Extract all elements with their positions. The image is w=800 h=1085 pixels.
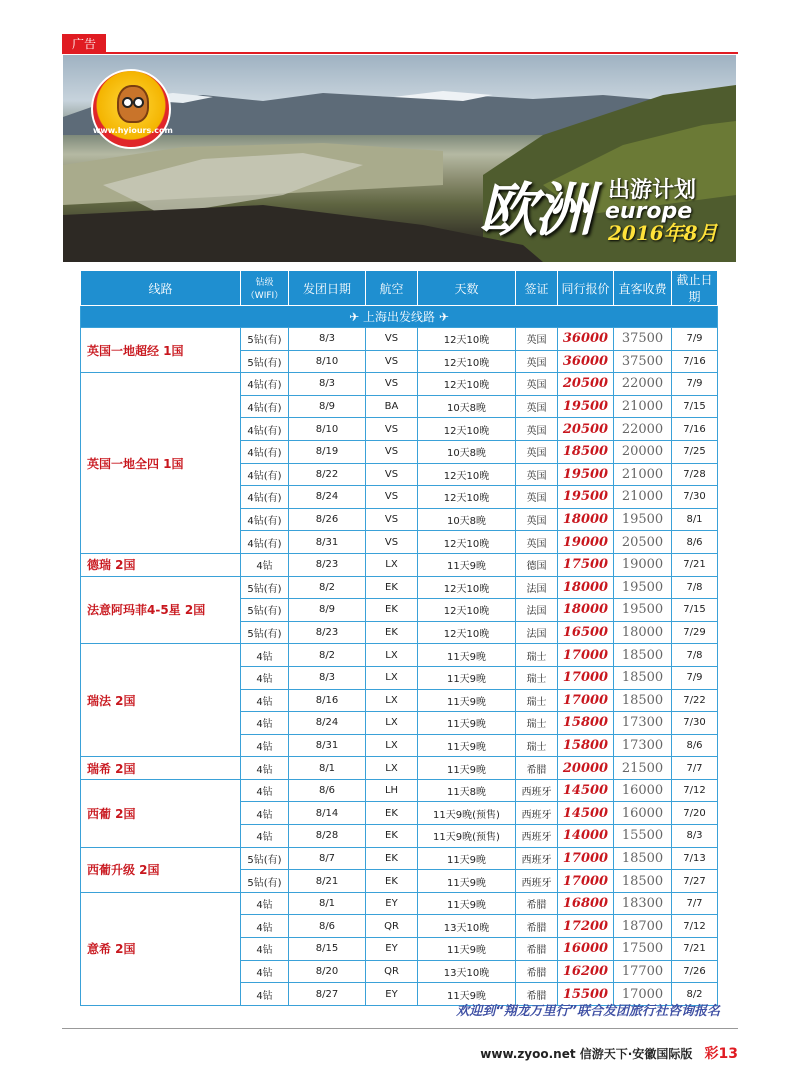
deadline-cell: 7/16: [672, 350, 718, 373]
level-cell: 4钻(有): [241, 486, 289, 509]
airline-cell: LX: [366, 712, 418, 735]
level-cell: 4钻: [241, 825, 289, 848]
direct-price-cell: 21500: [614, 757, 672, 780]
level-cell: 5钻(有): [241, 350, 289, 373]
trade-price-cell: 17500: [558, 553, 614, 576]
visa-cell: 希腊: [516, 983, 558, 1006]
visa-cell: 西班牙: [516, 825, 558, 848]
deadline-cell: 7/9: [672, 373, 718, 396]
direct-price-cell: 19500: [614, 599, 672, 622]
kangaroo-mascot-icon: [117, 85, 149, 123]
level-cell: 5钻(有): [241, 870, 289, 893]
ad-divider: [62, 52, 738, 54]
level-cell: 4钻(有): [241, 373, 289, 396]
date-cell: 8/23: [289, 621, 366, 644]
date-cell: 8/31: [289, 531, 366, 554]
days-cell: 11天9晚: [418, 983, 516, 1006]
visa-cell: 希腊: [516, 960, 558, 983]
airline-cell: EY: [366, 892, 418, 915]
visa-cell: 瑞士: [516, 689, 558, 712]
direct-price-cell: 18700: [614, 915, 672, 938]
deadline-cell: 7/13: [672, 847, 718, 870]
visa-cell: 西班牙: [516, 802, 558, 825]
deadline-cell: 8/6: [672, 531, 718, 554]
level-cell: 4钻(有): [241, 418, 289, 441]
direct-price-cell: 37500: [614, 350, 672, 373]
table-row: [81, 847, 718, 870]
visa-cell: 英国: [516, 395, 558, 418]
airplane-icon: ✈: [349, 310, 360, 324]
deadline-cell: 7/12: [672, 915, 718, 938]
visa-cell: 英国: [516, 463, 558, 486]
banner-title: 欧洲: [479, 176, 592, 244]
date-cell: 8/16: [289, 689, 366, 712]
trade-price-cell: 19500: [558, 486, 614, 509]
date-cell: 8/31: [289, 734, 366, 757]
level-cell: 4钻: [241, 892, 289, 915]
deadline-cell: 7/28: [672, 463, 718, 486]
days-cell: 12天10晚: [418, 373, 516, 396]
date-cell: 8/1: [289, 892, 366, 915]
days-cell: 11天9晚: [418, 734, 516, 757]
banner-subtitle: 出游计划: [608, 178, 697, 203]
route-cell: 德瑞 2国: [81, 553, 241, 576]
visa-cell: 英国: [516, 350, 558, 373]
days-cell: 10天8晚: [418, 440, 516, 463]
deadline-cell: 8/3: [672, 825, 718, 848]
level-cell: 4钻(有): [241, 440, 289, 463]
deadline-cell: 7/21: [672, 938, 718, 961]
visa-cell: 英国: [516, 531, 558, 554]
header-date: 发团日期: [289, 271, 366, 306]
airline-cell: EY: [366, 983, 418, 1006]
date-cell: 8/9: [289, 599, 366, 622]
days-cell: 12天10晚: [418, 621, 516, 644]
section-label: 上海出发线路: [362, 310, 435, 324]
date-cell: 8/3: [289, 666, 366, 689]
level-cell: 5钻(有): [241, 576, 289, 599]
deadline-cell: 7/8: [672, 644, 718, 667]
deadline-cell: 7/26: [672, 960, 718, 983]
route-cell: 英国一地全四 1国: [81, 373, 241, 554]
deadline-cell: 7/30: [672, 486, 718, 509]
direct-price-cell: 18000: [614, 621, 672, 644]
days-cell: 11天9晚: [418, 847, 516, 870]
trade-price-cell: 18000: [558, 508, 614, 531]
days-cell: 11天9晚: [418, 757, 516, 780]
visa-cell: 法国: [516, 576, 558, 599]
days-cell: 12天10晚: [418, 463, 516, 486]
direct-price-cell: 21000: [614, 486, 672, 509]
level-cell: 5钻(有): [241, 328, 289, 351]
date-cell: 8/3: [289, 328, 366, 351]
airline-cell: VS: [366, 350, 418, 373]
direct-price-cell: 17000: [614, 983, 672, 1006]
trade-price-cell: 18000: [558, 599, 614, 622]
deadline-cell: 7/12: [672, 779, 718, 802]
deadline-cell: 8/2: [672, 983, 718, 1006]
direct-price-cell: 19000: [614, 553, 672, 576]
days-cell: 11天9晚(预售): [418, 825, 516, 848]
section-title: [81, 306, 718, 328]
days-cell: 11天9晚: [418, 553, 516, 576]
date-cell: 8/22: [289, 463, 366, 486]
header-deadline: 截止日期: [672, 271, 718, 306]
trade-price-cell: 18000: [558, 576, 614, 599]
airline-cell: VS: [366, 373, 418, 396]
days-cell: 11天9晚: [418, 892, 516, 915]
level-cell: 4钻: [241, 734, 289, 757]
direct-price-cell: 37500: [614, 328, 672, 351]
visa-cell: 瑞士: [516, 666, 558, 689]
trade-price-cell: 16500: [558, 621, 614, 644]
route-cell: 西葡 2国: [81, 779, 241, 847]
deadline-cell: 7/15: [672, 599, 718, 622]
header-route: 线路: [81, 271, 241, 306]
days-cell: 10天8晚: [418, 395, 516, 418]
airline-cell: BA: [366, 395, 418, 418]
logo-url: www.hyiours.com: [93, 126, 173, 135]
level-cell: 4钻: [241, 938, 289, 961]
trade-price-cell: 14500: [558, 802, 614, 825]
direct-price-cell: 19500: [614, 508, 672, 531]
visa-cell: 德国: [516, 553, 558, 576]
days-cell: 11天9晚: [418, 666, 516, 689]
date-cell: 8/7: [289, 847, 366, 870]
airline-cell: QR: [366, 960, 418, 983]
direct-price-cell: 17300: [614, 712, 672, 735]
route-cell: 西葡升级 2国: [81, 847, 241, 892]
banner-date: 2016年8月: [608, 221, 718, 245]
date-cell: 8/1: [289, 757, 366, 780]
trade-price-cell: 36000: [558, 350, 614, 373]
visa-cell: 法国: [516, 621, 558, 644]
date-cell: 8/21: [289, 870, 366, 893]
direct-price-cell: 17300: [614, 734, 672, 757]
deadline-cell: 7/16: [672, 418, 718, 441]
brand-logo: [91, 69, 171, 149]
header-visa: 签证: [516, 271, 558, 306]
direct-price-cell: 19500: [614, 576, 672, 599]
level-cell: 4钻: [241, 712, 289, 735]
days-cell: 12天10晚: [418, 531, 516, 554]
visa-cell: 西班牙: [516, 779, 558, 802]
deadline-cell: 8/1: [672, 508, 718, 531]
visa-cell: 希腊: [516, 757, 558, 780]
date-cell: 8/3: [289, 373, 366, 396]
level-cell: 5钻(有): [241, 621, 289, 644]
level-cell: 4钻(有): [241, 508, 289, 531]
days-cell: 13天10晚: [418, 915, 516, 938]
deadline-cell: 7/7: [672, 757, 718, 780]
deadline-cell: 7/25: [672, 440, 718, 463]
direct-price-cell: 18500: [614, 666, 672, 689]
deadline-cell: 7/20: [672, 802, 718, 825]
table-row: [81, 644, 718, 667]
direct-price-cell: 20000: [614, 440, 672, 463]
level-cell: 4钻: [241, 644, 289, 667]
header-level: 钻级（WIFI）: [241, 271, 289, 306]
direct-price-cell: 17500: [614, 938, 672, 961]
airline-cell: LX: [366, 553, 418, 576]
days-cell: 11天9晚(预售): [418, 802, 516, 825]
trade-price-cell: 15800: [558, 734, 614, 757]
level-cell: 4钻: [241, 553, 289, 576]
route-cell: 英国一地超经 1国: [81, 328, 241, 373]
trade-price-cell: 16200: [558, 960, 614, 983]
table-row: [81, 576, 718, 599]
trade-price-cell: 17200: [558, 915, 614, 938]
direct-price-cell: 18500: [614, 870, 672, 893]
route-cell: 瑞法 2国: [81, 644, 241, 757]
airline-cell: EK: [366, 870, 418, 893]
level-cell: 4钻(有): [241, 531, 289, 554]
visa-cell: 希腊: [516, 892, 558, 915]
visa-cell: 瑞士: [516, 712, 558, 735]
table-row: [81, 757, 718, 780]
trade-price-cell: 16800: [558, 892, 614, 915]
route-cell: 意希 2国: [81, 892, 241, 1005]
trade-price-cell: 14000: [558, 825, 614, 848]
level-cell: 5钻(有): [241, 599, 289, 622]
airline-cell: VS: [366, 463, 418, 486]
trade-price-cell: 20500: [558, 373, 614, 396]
date-cell: 8/27: [289, 983, 366, 1006]
visa-cell: 英国: [516, 486, 558, 509]
visa-cell: 希腊: [516, 938, 558, 961]
trade-price-cell: 19500: [558, 395, 614, 418]
days-cell: 12天10晚: [418, 599, 516, 622]
trade-price-cell: 15500: [558, 983, 614, 1006]
tour-price-table: [80, 270, 717, 1006]
direct-price-cell: 22000: [614, 373, 672, 396]
trade-price-cell: 18500: [558, 440, 614, 463]
direct-price-cell: 18300: [614, 892, 672, 915]
level-cell: 4钻: [241, 757, 289, 780]
route-cell: 瑞希 2国: [81, 757, 241, 780]
days-cell: 11天8晚: [418, 779, 516, 802]
trade-price-cell: 16000: [558, 938, 614, 961]
visa-cell: 英国: [516, 328, 558, 351]
visa-cell: 英国: [516, 373, 558, 396]
days-cell: 11天9晚: [418, 870, 516, 893]
trade-price-cell: 17000: [558, 870, 614, 893]
airline-cell: VS: [366, 486, 418, 509]
header-days: 天数: [418, 271, 516, 306]
page-number: 彩13: [704, 1046, 738, 1062]
level-cell: 4钻: [241, 666, 289, 689]
date-cell: 8/10: [289, 418, 366, 441]
airline-cell: EK: [366, 621, 418, 644]
trade-price-cell: 19500: [558, 463, 614, 486]
trade-price-cell: 17000: [558, 666, 614, 689]
footer-divider: [62, 1028, 738, 1029]
banner-english: europe: [605, 199, 693, 224]
airplane-icon: ✈: [438, 310, 449, 324]
airline-cell: EK: [366, 802, 418, 825]
trade-price-cell: 15800: [558, 712, 614, 735]
airline-cell: EK: [366, 847, 418, 870]
level-cell: 4钻: [241, 915, 289, 938]
date-cell: 8/28: [289, 825, 366, 848]
airline-cell: LX: [366, 689, 418, 712]
airline-cell: VS: [366, 440, 418, 463]
level-cell: 4钻(有): [241, 395, 289, 418]
table-row: [81, 892, 718, 915]
days-cell: 11天9晚: [418, 644, 516, 667]
visa-cell: 西班牙: [516, 870, 558, 893]
direct-price-cell: 18500: [614, 644, 672, 667]
trade-price-cell: 36000: [558, 328, 614, 351]
date-cell: 8/20: [289, 960, 366, 983]
visa-cell: 西班牙: [516, 847, 558, 870]
direct-price-cell: 18500: [614, 847, 672, 870]
airline-cell: EY: [366, 938, 418, 961]
header-airline: 航空: [366, 271, 418, 306]
trade-price-cell: 20500: [558, 418, 614, 441]
airline-cell: VS: [366, 418, 418, 441]
level-cell: 4钻: [241, 779, 289, 802]
date-cell: 8/15: [289, 938, 366, 961]
date-cell: 8/10: [289, 350, 366, 373]
visa-cell: 英国: [516, 418, 558, 441]
airline-cell: VS: [366, 531, 418, 554]
days-cell: 11天9晚: [418, 689, 516, 712]
date-cell: 8/9: [289, 395, 366, 418]
airline-cell: EK: [366, 599, 418, 622]
header-trade-price: 同行报价: [558, 271, 614, 306]
visa-cell: 英国: [516, 508, 558, 531]
date-cell: 8/24: [289, 486, 366, 509]
level-cell: 4钻: [241, 689, 289, 712]
level-cell: 4钻: [241, 802, 289, 825]
airline-cell: EK: [366, 825, 418, 848]
airline-cell: EK: [366, 576, 418, 599]
deadline-cell: 7/7: [672, 892, 718, 915]
level-cell: 5钻(有): [241, 847, 289, 870]
date-cell: 8/19: [289, 440, 366, 463]
trade-price-cell: 14500: [558, 779, 614, 802]
airline-cell: LX: [366, 666, 418, 689]
date-cell: 8/2: [289, 576, 366, 599]
level-cell: 4钻: [241, 960, 289, 983]
footer-site: www.zyoo.net 信游天下·安徽国际版: [480, 1047, 693, 1061]
footer-note: 欢迎到“翔龙万里行”联合发团旅行社咨询报名: [456, 1004, 720, 1019]
date-cell: 8/6: [289, 779, 366, 802]
level-cell: 4钻: [241, 983, 289, 1006]
direct-price-cell: 21000: [614, 463, 672, 486]
route-cell: 法意阿玛菲4-5星 2国: [81, 576, 241, 644]
direct-price-cell: 18500: [614, 689, 672, 712]
days-cell: 12天10晚: [418, 486, 516, 509]
page-footer: [480, 1043, 738, 1063]
airline-cell: VS: [366, 508, 418, 531]
ad-label: 广告: [62, 34, 106, 54]
deadline-cell: 7/21: [672, 553, 718, 576]
date-cell: 8/6: [289, 915, 366, 938]
direct-price-cell: 17700: [614, 960, 672, 983]
visa-cell: 希腊: [516, 915, 558, 938]
days-cell: 12天10晚: [418, 418, 516, 441]
direct-price-cell: 16000: [614, 802, 672, 825]
table-row: [81, 779, 718, 802]
visa-cell: 瑞士: [516, 644, 558, 667]
airline-cell: LX: [366, 757, 418, 780]
table-row: [81, 373, 718, 396]
deadline-cell: 7/15: [672, 395, 718, 418]
banner: [63, 55, 736, 262]
trade-price-cell: 19000: [558, 531, 614, 554]
header-direct-price: 直客收费: [614, 271, 672, 306]
direct-price-cell: 16000: [614, 779, 672, 802]
airline-cell: QR: [366, 915, 418, 938]
days-cell: 11天9晚: [418, 712, 516, 735]
visa-cell: 英国: [516, 440, 558, 463]
trade-price-cell: 17000: [558, 644, 614, 667]
date-cell: 8/14: [289, 802, 366, 825]
deadline-cell: 7/27: [672, 870, 718, 893]
section-row: [81, 306, 718, 328]
days-cell: 10天8晚: [418, 508, 516, 531]
direct-price-cell: 15500: [614, 825, 672, 848]
trade-price-cell: 17000: [558, 847, 614, 870]
days-cell: 13天10晚: [418, 960, 516, 983]
trade-price-cell: 20000: [558, 757, 614, 780]
deadline-cell: 7/8: [672, 576, 718, 599]
airline-cell: VS: [366, 328, 418, 351]
days-cell: 12天10晚: [418, 328, 516, 351]
trade-price-cell: 17000: [558, 689, 614, 712]
deadline-cell: 7/9: [672, 666, 718, 689]
date-cell: 8/23: [289, 553, 366, 576]
days-cell: 12天10晚: [418, 576, 516, 599]
airline-cell: LX: [366, 734, 418, 757]
date-cell: 8/2: [289, 644, 366, 667]
deadline-cell: 7/29: [672, 621, 718, 644]
direct-price-cell: 20500: [614, 531, 672, 554]
date-cell: 8/24: [289, 712, 366, 735]
deadline-cell: 7/22: [672, 689, 718, 712]
deadline-cell: 7/30: [672, 712, 718, 735]
date-cell: 8/26: [289, 508, 366, 531]
direct-price-cell: 21000: [614, 395, 672, 418]
direct-price-cell: 22000: [614, 418, 672, 441]
visa-cell: 瑞士: [516, 734, 558, 757]
days-cell: 11天9晚: [418, 938, 516, 961]
airline-cell: LX: [366, 644, 418, 667]
visa-cell: 法国: [516, 599, 558, 622]
table-row: [81, 553, 718, 576]
deadline-cell: 8/6: [672, 734, 718, 757]
level-cell: 4钻(有): [241, 463, 289, 486]
airline-cell: LH: [366, 779, 418, 802]
table-row: [81, 328, 718, 351]
deadline-cell: 7/9: [672, 328, 718, 351]
days-cell: 12天10晚: [418, 350, 516, 373]
table-header-row: [81, 271, 718, 306]
